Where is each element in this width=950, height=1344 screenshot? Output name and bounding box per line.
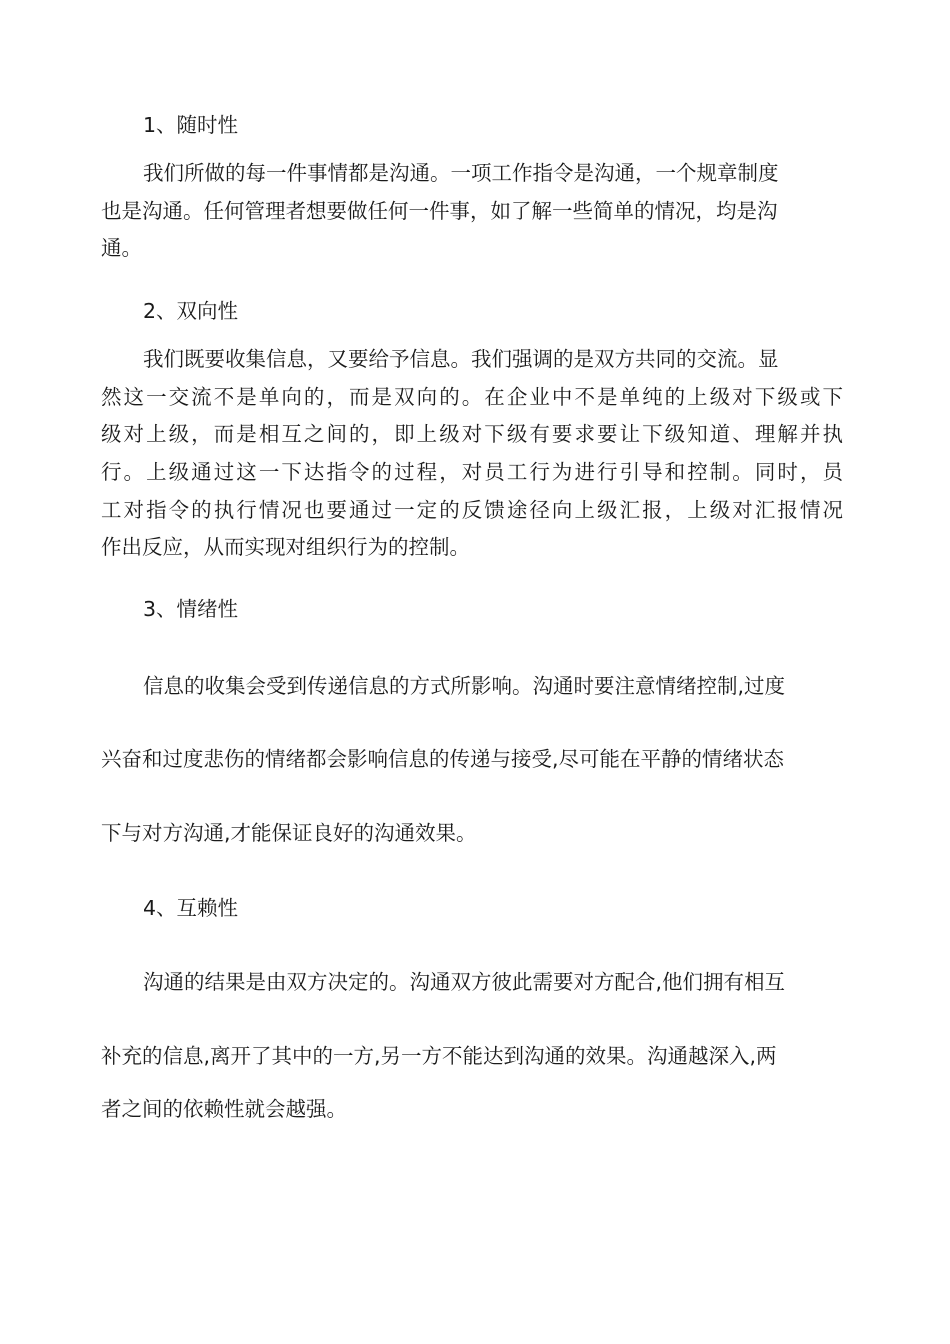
paragraph-line: 沟通的结果是由双方决定的。沟通双方彼此需要对方配合,他们拥有相互 — [143, 970, 786, 994]
section-heading-4: 4、互赖性 — [143, 896, 239, 920]
section-heading-2: 2、双向性 — [143, 299, 239, 323]
paragraph-line: 兴奋和过度悲伤的情绪都会影响信息的传递与接受,尽可能在平静的情绪状态 — [101, 747, 785, 771]
paragraph-line: 工对指令的执行情况也要通过一定的反馈途径向上级汇报，上级对汇报情况 — [101, 498, 843, 522]
paragraph-line: 作出反应，从而实现对组织行为的控制。 — [101, 535, 470, 559]
paragraph-line: 我们既要收集信息，又要给予信息。我们强调的是双方共同的交流。显 — [143, 347, 779, 371]
section-heading-3: 3、情绪性 — [143, 597, 239, 621]
paragraph-line: 行。上级通过这一下达指令的过程，对员工行为进行引导和控制。同时，员 — [101, 460, 843, 484]
paragraph-line: 者之间的依赖性就会越强。 — [101, 1097, 347, 1121]
paragraph-line: 信息的收集会受到传递信息的方式所影响。沟通时要注意情绪控制,过度 — [143, 674, 786, 698]
paragraph-line: 级对上级，而是相互之间的，即上级对下级有要求要让下级知道、理解并执 — [101, 422, 843, 446]
paragraph-line: 也是沟通。任何管理者想要做任何一件事，如了解一些简单的情况，均是沟 — [101, 199, 778, 223]
paragraph-line: 补充的信息,离开了其中的一方,另一方不能达到沟通的效果。沟通越深入,两 — [101, 1044, 777, 1068]
paragraph-line: 下与对方沟通,才能保证良好的沟通效果。 — [101, 821, 477, 845]
paragraph-line: 通。 — [101, 236, 142, 260]
section-heading-1: 1、随时性 — [143, 113, 239, 137]
paragraph-line: 我们所做的每一件事情都是沟通。一项工作指令是沟通，一个规章制度 — [143, 161, 779, 185]
paragraph-line: 然这一交流不是单向的，而是双向的。在企业中不是单纯的上级对下级或下 — [101, 385, 843, 409]
